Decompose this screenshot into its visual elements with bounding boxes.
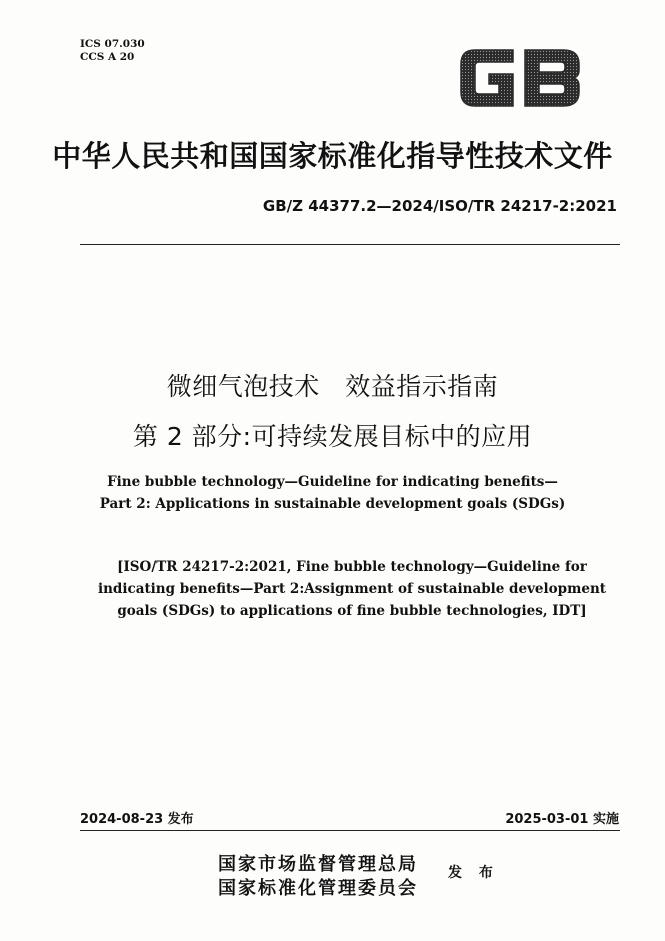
header-divider bbox=[80, 244, 620, 245]
effective-date: 2025-03-01 实施 bbox=[505, 812, 619, 827]
ccs-code: CCS A 20 bbox=[80, 51, 135, 63]
gb-standard-logo bbox=[455, 44, 585, 112]
footer-divider bbox=[80, 830, 620, 831]
english-title-line-1: Fine bubble technology—Guideline for indicating benefits— bbox=[107, 474, 558, 490]
international-equivalence-note: [ISO/TR 24217-2:2021, Fine bubble technology—Guideline for indicating benefits—Part 2:Assignment of sustainable development goals (SDGs) to applications of fine bubble technologies, IDT] bbox=[97, 559, 607, 619]
chinese-title-line-1: 微细气泡技术 效益指示指南 bbox=[166, 372, 499, 401]
ics-code: ICS 07.030 bbox=[80, 38, 145, 50]
issuing-document-type-title: 中华人民共和国国家标准化指导性技术文件 bbox=[52, 139, 613, 173]
issue-label: 发 布 bbox=[448, 865, 499, 881]
classification-codes bbox=[80, 38, 145, 64]
publication-date: 2024-08-23 发布 bbox=[80, 812, 194, 827]
g-letter-icon bbox=[461, 50, 513, 106]
chinese-title-line-2: 第 2 部分:可持续发展目标中的应用 bbox=[132, 422, 533, 451]
standard-number: GB/Z 44377.2—2024/ISO/TR 24217-2:2021 bbox=[262, 197, 617, 215]
english-title-line-2: Part 2: Applications in sustainable development goals (SDGs) bbox=[99, 496, 566, 512]
issuer-samr: 国家市场监督管理总局 bbox=[218, 854, 418, 875]
issuer-sac: 国家标准化管理委员会 bbox=[218, 878, 418, 899]
b-letter-icon bbox=[525, 50, 579, 106]
